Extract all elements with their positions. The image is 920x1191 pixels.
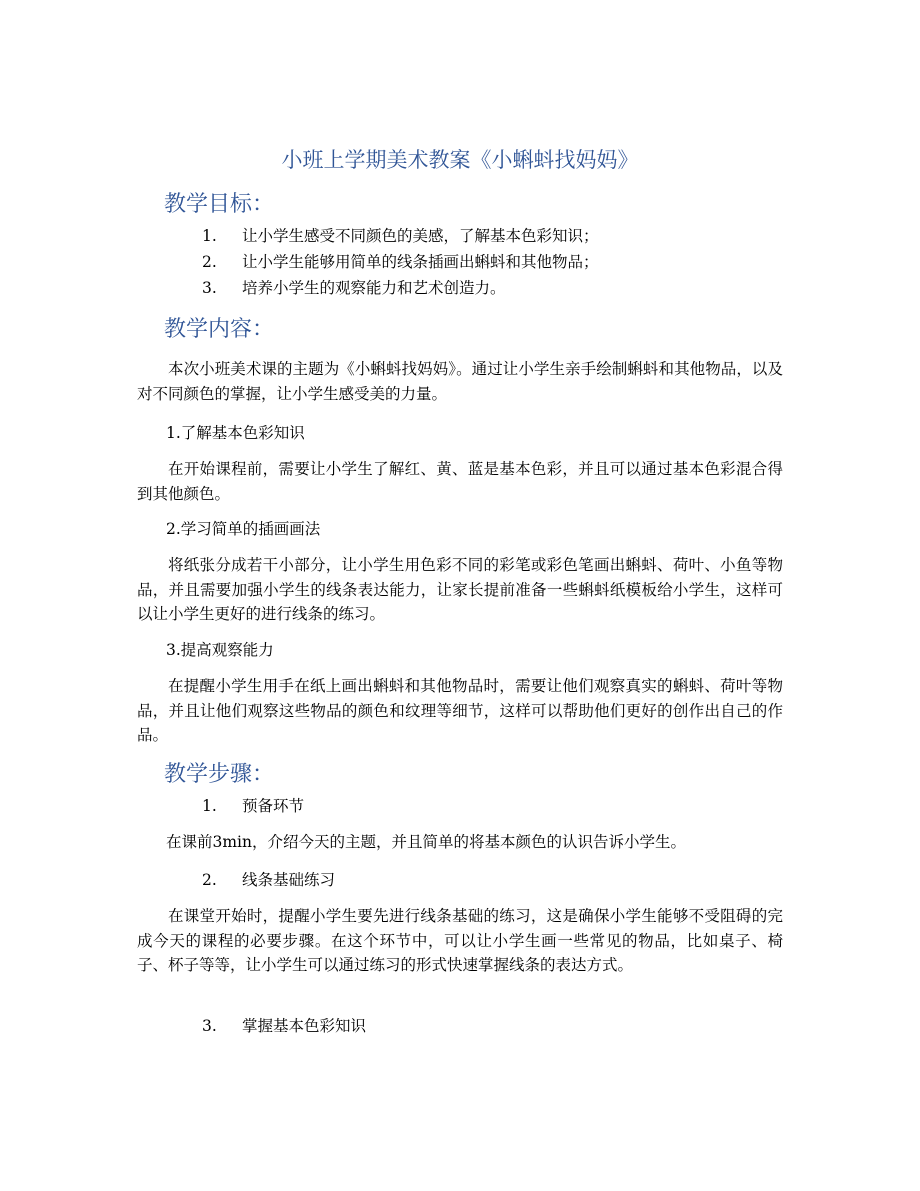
list-text: 线条基础练习 [242, 871, 336, 889]
list-text: 让小学生感受不同颜色的美感，了解基本色彩知识； [242, 227, 599, 245]
list-number: 1. [202, 227, 217, 245]
objective-item-2 [202, 250, 762, 274]
content-intro-paragraph: 本次小班美术课的主题为《小蝌蚪找妈妈》。通过让小学生亲手绘制蝌蚪和其他物品，以及对不同颜色的掌握，让小学生感受美的力量。 [137, 360, 783, 403]
content-section-2-title: 2.学习简单的插画画法 [166, 520, 321, 538]
list-number: 1. [202, 797, 217, 815]
objective-item-1 [202, 224, 762, 248]
document-title: 小班上学期美术教案《小蝌蚪找妈妈》 [281, 148, 639, 172]
objective-item-3 [202, 276, 762, 300]
step-item-2 [202, 868, 762, 892]
content-heading: 教学内容： [164, 317, 275, 342]
step-item-1 [202, 794, 762, 818]
list-number: 2. [202, 871, 217, 889]
list-number: 3. [202, 1017, 217, 1035]
content-section-3-text: 在提醒小学生用手在纸上画出蝌蚪和其他物品时，需要让他们观察真实的蝌蚪、荷叶等物品，并且让他们观察这些物品的颜色和纹理等细节，这样可以帮助他们更好的创作出自己的作品。 [137, 677, 783, 744]
step-item-3 [202, 1014, 762, 1038]
content-section-3-title: 3.提高观察能力 [166, 641, 274, 659]
list-text: 培养小学生的观察能力和艺术创造力。 [242, 279, 506, 297]
list-number: 2. [202, 253, 217, 271]
list-text: 掌握基本色彩知识 [242, 1017, 367, 1035]
step-2-text: 在课堂开始时，提醒小学生要先进行线条基础的练习，这是确保小学生能够不受阻碍的完成今天的课程的必要步骤。在这个环节中，可以让小学生画一些常见的物品，比如桌子、椅子、杯子等等，让小学生可以通过练习的形式快速掌握线条的表达方式。 [137, 907, 783, 974]
content-section-1-title: 1.了解基本色彩知识 [166, 424, 305, 442]
list-number: 3. [202, 279, 217, 297]
list-text: 预备环节 [242, 797, 305, 815]
content-section-2-text: 将纸张分成若干小部分，让小学生用色彩不同的彩笔或彩色笔画出蝌蚪、荷叶、小鱼等物品，并且需要加强小学生的线条表达能力，让家长提前准备一些蝌蚪纸模板给小学生，这样可以让小学生更好的进行线条的练习。 [137, 556, 783, 623]
objectives-heading: 教学目标： [164, 192, 275, 217]
list-text: 让小学生能够用简单的线条插画出蝌蚪和其他物品； [242, 253, 599, 271]
step-1-text: 在课前3min，介绍今天的主题，并且简单的将基本颜色的认识告诉小学生。 [166, 833, 687, 851]
content-section-1-text: 在开始课程前，需要让小学生了解红、黄、蓝是基本色彩，并且可以通过基本色彩混合得到其他颜色。 [137, 460, 783, 503]
steps-heading: 教学步骤： [164, 762, 275, 787]
